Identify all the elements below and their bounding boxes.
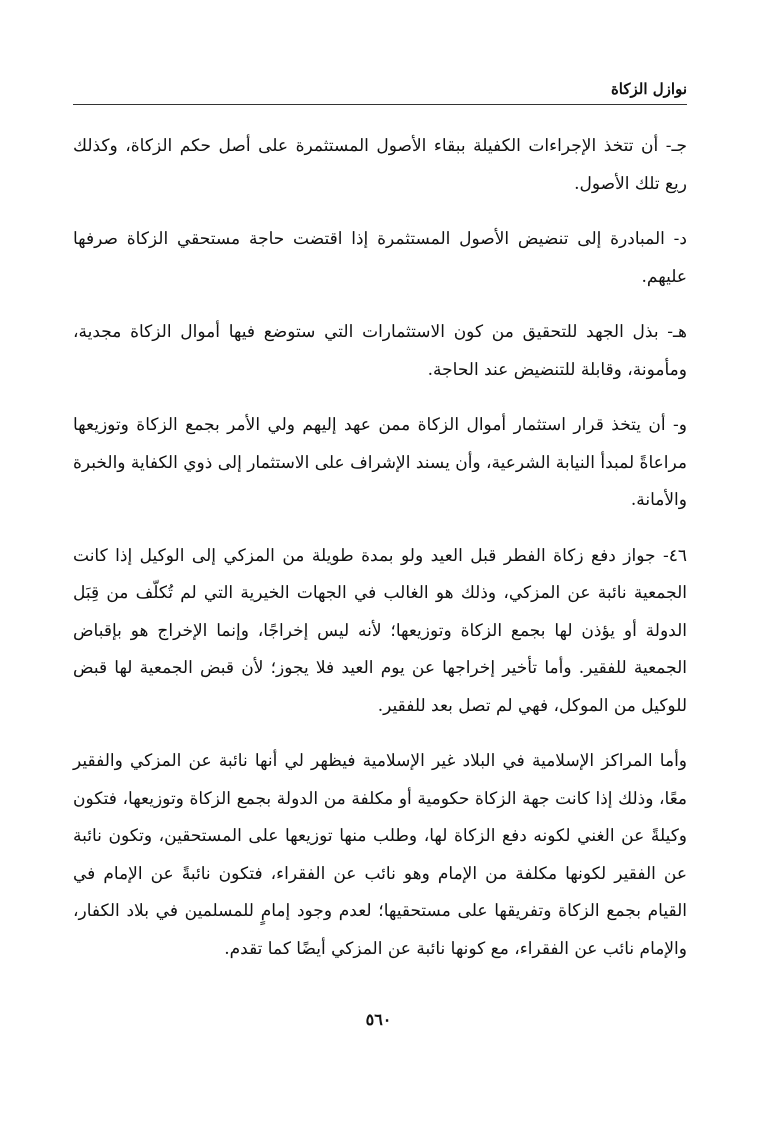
paragraph-waw: و- أن يتخذ قرار استثمار أموال الزكاة ممن عهد إليهم ولي الأمر بجمع الزكاة وتوزيعها مراعاةً لمبدأ النيابة الشرعية، وأن يسند الإشراف على الاستثمار إلى ذوي الكفاية والخبرة والأمانة. xyxy=(73,415,687,510)
paragraph-jim: جـ- أن تتخذ الإجراءات الكفيلة ببقاء الأصول المستثمرة على أصل حكم الزكاة، وكذلك ريع تلك الأصول. xyxy=(73,136,687,194)
page-number: ٥٦٠ xyxy=(365,1010,392,1029)
page-content xyxy=(73,78,687,986)
body-text xyxy=(73,128,687,968)
paragraph-item-46: ٤٦- جواز دفع زكاة الفطر قبل العيد ولو بمدة طويلة من المزكي إلى الوكيل إذا كانت الجمعية نائبة عن المزكي، وذلك هو الغالب في الجهات الخيرية التي لم تُكلّف من قِبَل الدولة أو يؤذن لها بجمع الزكاة وتوزيعها؛ لأنه ليس إخراجًا، وإنما الإخراج هو بإقباض الجمعية للفقير. وأما تأخير إخراجها عن يوم العيد فلا يجوز؛ لأن قبض الجمعية لها قبض للوكيل من الموكل، فهي لم تصل بعد للفقير. xyxy=(73,545,687,716)
paragraph-islamic-centers: وأما المراكز الإسلامية في البلاد غير الإسلامية فيظهر لي أنها نائبة عن المزكي والفقير معًا، وذلك إذا كانت جهة الزكاة حكومية أو مكلفة من الدولة بجمع الزكاة وتوزيعها، فتكون وكيلةً عن الغني لكونه دفع الزكاة لها، وطلب منها توزيعها على المستحقين، وتكون نائبة عن الفقير لكونها مكلفة من الإمام وهو نائب عن الفقراء، فتكون نائبةً عن الإمام في القيام بجمع الزكاة وتفريقها على مستحقيها؛ لعدم وجود إمامٍ للمسلمين في بلاد الكفار، والإمام نائب عن الفقراء، مع كونها نائبة عن المزكي أيضًا كما تقدم. xyxy=(73,751,687,959)
paragraph-ha: هـ- بذل الجهد للتحقيق من كون الاستثمارات التي ستوضع فيها أموال الزكاة مجدية، ومأمونة، وقابلة للتنضيض عند الحاجة. xyxy=(73,322,687,380)
running-header: نوازل الزكاة xyxy=(73,78,687,105)
paragraph-dal: د- المبادرة إلى تنضيض الأصول المستثمرة إذا اقتضت حاجة مستحقي الزكاة صرفها عليهم. xyxy=(73,229,687,287)
